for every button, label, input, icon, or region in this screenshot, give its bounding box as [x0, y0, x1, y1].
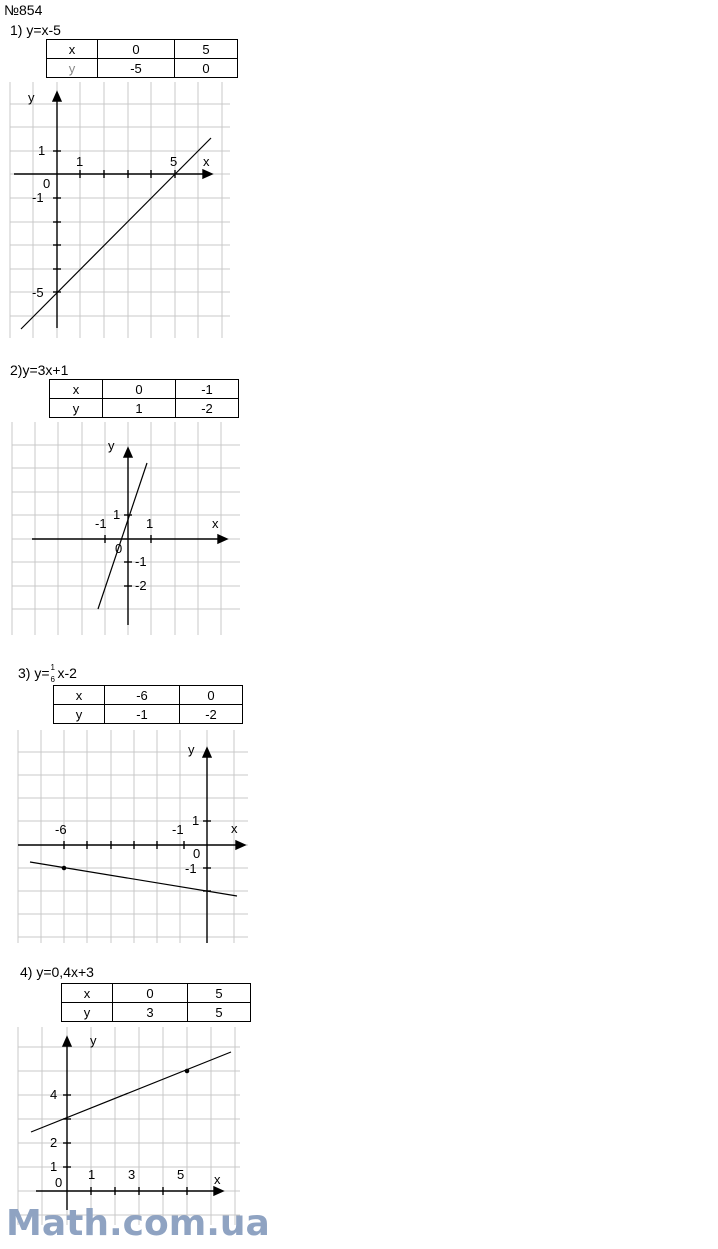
table-cell: -2 — [180, 705, 243, 724]
x-axis-label: x — [231, 821, 238, 836]
table-cell: -1 — [105, 705, 180, 724]
tick-label: -5 — [32, 285, 44, 300]
table-row — [54, 686, 243, 705]
part-3-label — [18, 663, 77, 684]
function-line — [31, 1052, 231, 1132]
fraction-numerator: 1 — [50, 663, 55, 672]
table-cell: x — [47, 40, 98, 59]
x-axis-label: x — [212, 516, 219, 531]
table-cell: 5 — [188, 984, 251, 1003]
table-cell: y — [62, 1003, 113, 1022]
y-axis-arrow-icon — [124, 448, 132, 457]
table-cell: 0 — [175, 59, 238, 78]
table-row — [50, 399, 239, 418]
part-4-label: 4) y=0,4x+3 — [20, 964, 94, 980]
table-row — [47, 59, 238, 78]
table-cell: y — [54, 705, 105, 724]
table-cell: x — [62, 984, 113, 1003]
origin-label: 0 — [55, 1175, 63, 1190]
grid — [18, 1027, 240, 1225]
y-axis-arrow-icon — [63, 1037, 71, 1046]
y-axis-label: y — [28, 90, 35, 105]
origin-label: 0 — [43, 176, 51, 191]
tick-label: -6 — [55, 822, 67, 837]
tick-label: 1 — [88, 1167, 96, 1182]
tick-label: -1 — [135, 554, 147, 569]
tick-label: 4 — [50, 1087, 58, 1102]
table-cell: -2 — [176, 399, 239, 418]
table-row — [62, 984, 251, 1003]
y-axis-arrow-icon — [53, 92, 61, 101]
table-row — [50, 380, 239, 399]
tick-label: -2 — [135, 578, 147, 593]
x-axis-arrow-icon — [218, 535, 227, 543]
tick-label: 1 — [50, 1159, 58, 1174]
tick-label: 5 — [177, 1167, 185, 1182]
part-1-label: 1) y=x-5 — [10, 22, 61, 38]
tick-label: 1 — [38, 143, 46, 158]
table-cell: y — [50, 399, 103, 418]
x-axis-arrow-icon — [236, 841, 245, 849]
table-row — [47, 40, 238, 59]
part-3-graph — [0, 728, 260, 948]
tick-label: -1 — [172, 822, 184, 837]
tick-label: -1 — [185, 861, 197, 876]
part-1-value-table — [46, 39, 238, 78]
part-2-value-table — [49, 379, 239, 418]
x-axis-arrow-icon — [214, 1187, 223, 1195]
table-cell: 0 — [113, 984, 188, 1003]
tick-label: 1 — [76, 154, 84, 169]
watermark-logo: Math.com.ua — [6, 1203, 270, 1244]
y-axis-label: y — [108, 438, 115, 453]
table-cell: 1 — [103, 399, 176, 418]
origin-label: 0 — [115, 541, 123, 556]
problem-number: №854 — [4, 2, 43, 18]
part-3-value-table — [53, 685, 243, 724]
tick-label: 1 — [113, 507, 121, 522]
origin-label: 0 — [193, 846, 201, 861]
tick-label: 3 — [128, 1167, 136, 1182]
line-point — [62, 866, 65, 869]
table-cell: 0 — [98, 40, 175, 59]
part-4-value-table — [61, 983, 251, 1022]
axis-ticks — [64, 821, 211, 891]
axis-ticks — [63, 1095, 187, 1195]
x-axis-label: x — [214, 1172, 221, 1187]
table-cell: y — [47, 59, 98, 78]
table-cell: -6 — [105, 686, 180, 705]
x-axis-label: x — [203, 154, 210, 169]
part-2-graph — [0, 420, 260, 640]
part-1-graph — [0, 78, 260, 348]
tick-label: 2 — [50, 1135, 58, 1150]
table-cell: 5 — [175, 40, 238, 59]
x-axis-arrow-icon — [203, 170, 212, 178]
y-axis-label: y — [90, 1033, 97, 1048]
part-3-label-suffix: x-2 — [57, 665, 77, 681]
line-point — [185, 1069, 188, 1072]
tick-label: 5 — [170, 154, 178, 169]
grid — [18, 730, 248, 943]
fraction-denominator: 6 — [50, 675, 55, 684]
table-cell: 0 — [180, 686, 243, 705]
fraction — [50, 663, 58, 684]
part-2-label: 2)y=3x+1 — [10, 362, 69, 378]
y-axis-label: y — [188, 742, 195, 757]
table-row — [62, 1003, 251, 1022]
tick-label: 1 — [146, 516, 154, 531]
table-row — [54, 705, 243, 724]
table-cell: 0 — [103, 380, 176, 399]
table-cell: x — [50, 380, 103, 399]
function-line — [21, 138, 211, 329]
table-cell: 3 — [113, 1003, 188, 1022]
tick-label: 1 — [192, 813, 200, 828]
part-3-label-prefix: 3) y= — [18, 665, 50, 681]
table-cell: x — [54, 686, 105, 705]
table-cell: -5 — [98, 59, 175, 78]
table-cell: -1 — [176, 380, 239, 399]
table-cell: 5 — [188, 1003, 251, 1022]
tick-label: -1 — [95, 516, 107, 531]
tick-label: -1 — [32, 190, 44, 205]
